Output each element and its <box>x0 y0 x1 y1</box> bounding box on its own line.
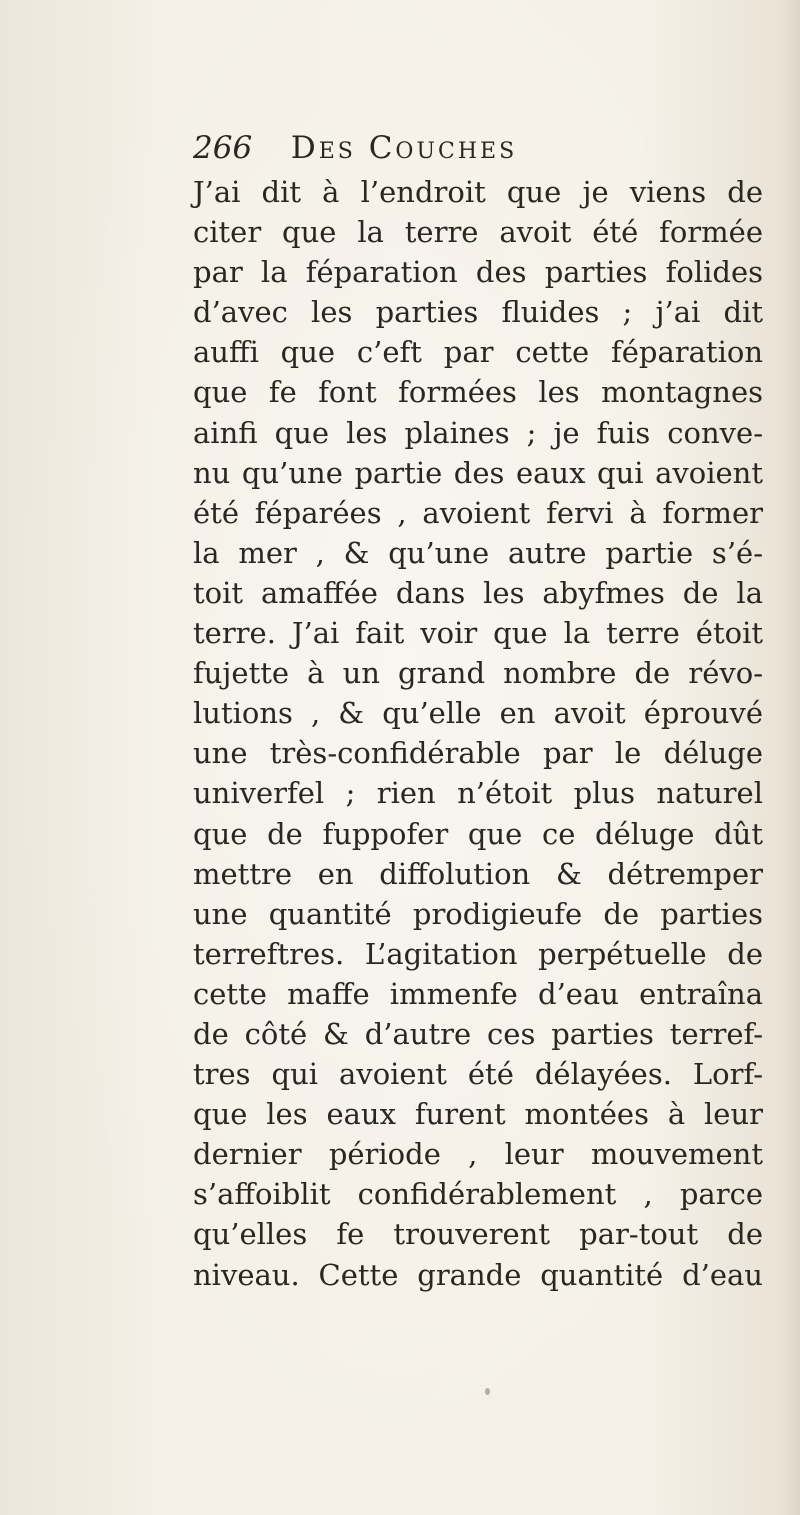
text-line: auffi que c’eft par cette féparation <box>193 335 763 370</box>
text-line: niveau. Cette grande quantité d’eau <box>193 1257 763 1292</box>
text-line: terreftres. L’agitation perpétuelle de <box>193 936 763 971</box>
text-line: fujette à un grand nombre de révo- <box>193 656 763 691</box>
text-line: que fe font formées les montagnes <box>193 375 763 410</box>
text-line: une quantité prodigieufe de parties <box>193 896 763 931</box>
text-line: univerfel ; rien n’étoit plus naturel <box>193 776 763 811</box>
text-line: terre. J’ai fait voir que la terre étoit <box>193 616 763 651</box>
text-line: une très-confidérable par le déluge <box>193 736 763 771</box>
text-line: cette maffe immenfe d’eau entraîna <box>193 976 763 1011</box>
page-edge-shadow <box>782 0 800 1515</box>
text-line: s’affoiblit confidérablement , parce <box>193 1177 763 1212</box>
text-line: ainfi que les plaines ; je fuis conve- <box>193 415 763 450</box>
text-line: mettre en diffolution & détremper <box>193 856 763 891</box>
body-text <box>193 172 763 1295</box>
text-line: que les eaux furent montées à leur <box>193 1097 763 1132</box>
text-line: la mer , & qu’une autre partie s’é- <box>193 535 763 570</box>
text-line: été féparées , avoient fervi à former <box>193 495 763 530</box>
text-line: par la féparation des parties folides <box>193 255 763 290</box>
running-title: Des Couches <box>290 130 518 166</box>
text-line: toit amaffée dans les abyfmes de la <box>193 575 763 610</box>
text-line: de côté & d’autre ces parties terref- <box>193 1016 763 1051</box>
text-line: citer que la terre avoit été formée <box>193 215 763 250</box>
text-line: d’avec les parties fluides ; j’ai dit <box>193 295 763 330</box>
text-line: dernier période , leur mouvement <box>193 1137 763 1172</box>
text-line: lutions , & qu’elle en avoit éprouvé <box>193 696 763 731</box>
text-line: nu qu’une partie des eaux qui avoient <box>193 455 763 490</box>
page-header <box>193 126 623 170</box>
ink-speck <box>485 1388 490 1395</box>
text-line: que de fuppofer que ce déluge dût <box>193 816 763 851</box>
page-number: 266 <box>193 130 253 166</box>
text-line: J’ai dit à l’endroit que je viens de <box>193 175 763 209</box>
text-line: tres qui avoient été délayées. Lorf- <box>193 1057 763 1092</box>
text-line: qu’elles fe trouverent par-tout de <box>193 1217 763 1252</box>
